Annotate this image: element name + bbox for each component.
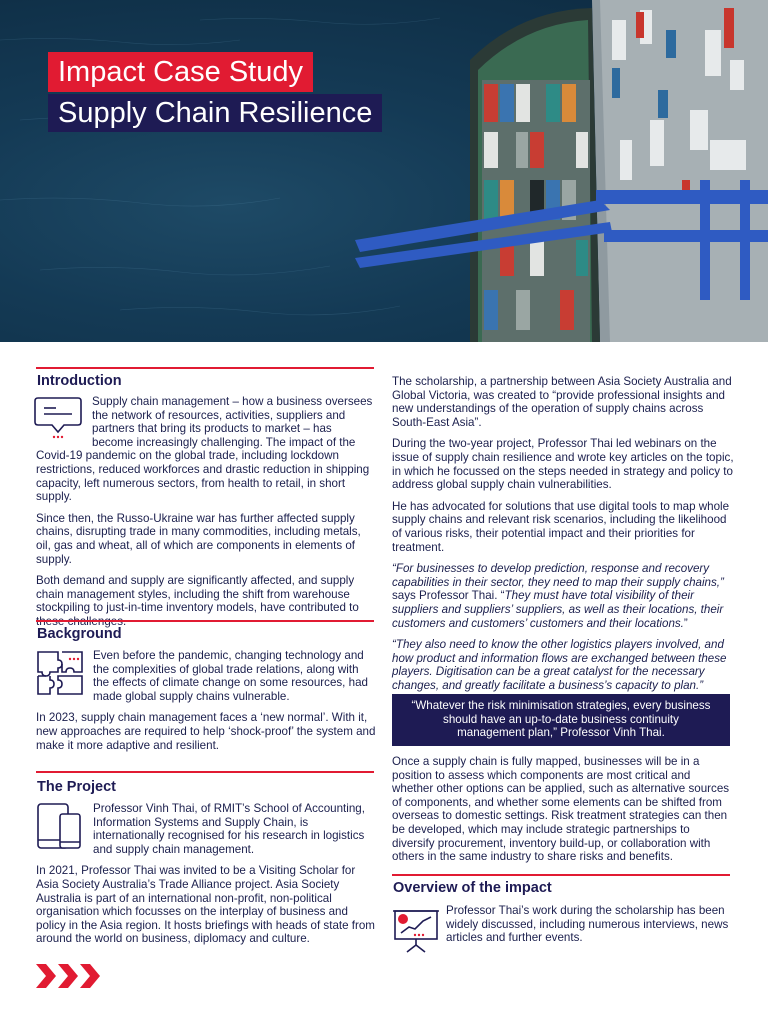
background-rule — [36, 620, 374, 622]
quote-attribution: says Professor Thai. “ — [392, 589, 505, 603]
digital-tools-paragraph: He has advocated for solutions that use digital tools to map whole supply chains and relevant risk scenarios, including the likelihood of various risks, their potential impact and their priorities for treatment. — [392, 499, 730, 554]
introduction-body — [36, 395, 376, 637]
project-heading: The Project — [37, 779, 116, 795]
overview-heading: Overview of the impact — [393, 880, 552, 896]
introduction-heading: Introduction — [37, 373, 122, 389]
introduction-paragraph-1: Supply chain management – how a business oversees the network of resources, activities, suppliers and partners that bring its products to market – has become increasingly challenging. The impact of the Covid-19 pandemic on the global trade, including lockdown restrictions, reduced workforces and drastic reduction in shipping capacity, left numerous sectors, from health to retail, in short supply. — [36, 395, 373, 504]
logistics-players-paragraph: “They also need to know the other logistics players involved, and how product and information flows are exchanged between these players. Digitisation can be a great catalyst for the necessary changes, and greatly facilitate a business’s capacity to plan.” — [392, 638, 727, 692]
project-paragraph-2: In 2021, Professor Thai was invited to be a Visiting Scholar for Asia Society Australia’s Trade Alliance project. Asia Society Australia is part of an international non-profit, non-political organisation which focusses on the interplay of business and policy in the Asia region. It hosts briefings with heads of state from around the world on business, diplomacy and culture. — [36, 864, 375, 946]
introduction-rule — [36, 367, 374, 369]
project-body — [36, 802, 376, 954]
quote-part-c: They must have total visibility of their suppliers and suppliers’ suppliers, as well as their locations, their customers and customers’ customers and their locations. — [392, 589, 724, 630]
right-column-body — [392, 375, 734, 700]
quote-part-a: “For businesses to develop prediction, response and recovery capabilities in their sector, they need to map their supply chains,” — [392, 562, 724, 589]
mapping-body — [392, 755, 734, 872]
title-line-2: Supply Chain Resilience — [48, 94, 382, 132]
introduction-paragraph-3: Both demand and supply are significantly affected, and supply chain management styles, including the shift from warehouse stockpiling to just-in-time inventory models, have contributed to — [36, 574, 359, 615]
background-paragraph-2: In 2023, supply chain management faces a ‘new normal’. With it, new approaches are required to help ‘shock-proof’ the system and make it more adaptive and resilient. — [36, 711, 376, 752]
rmit-chevrons-logo — [36, 964, 104, 993]
hero-image — [0, 0, 768, 342]
project-rule — [36, 771, 374, 773]
professor-quote-paragraph — [392, 562, 734, 630]
overview-paragraph: Professor Thai’s work during the scholarship has been widely discussed, including numerous interviews, news articles and further events. — [446, 904, 729, 945]
webinars-paragraph: During the two-year project, Professor Thai led webinars on the issue of supply chain resilience and wrote key articles on the topic, in which he focussed on the steps needed in strategy and policy to address global supply chain vulnerabilities. — [392, 437, 734, 492]
overview-body — [392, 904, 734, 953]
scholarship-paragraph: The scholarship, a partnership between Asia Society Australia and Global Victoria, was created to “provide professional insights and new understandings of the operation of supply chains across South-East Asia”. — [392, 375, 732, 429]
project-paragraph-1: Professor Vinh Thai, of RMIT’s School of Accounting, Information Systems and Supply Chain, is internationally recognised for his research in logistics and supply chain management. — [93, 802, 365, 856]
quote-part-d: ” — [683, 616, 688, 630]
background-paragraph-1: Even before the pandemic, changing technology and the complexities of global trade relations, along with the effects of climate change on some resources, had made global supply chains vulnerable. — [93, 649, 368, 703]
pull-quote-box: “Whatever the risk minimisation strategies, every business should have an up-to-date business continuity management plan,” Professor Vinh Thai. — [392, 694, 730, 746]
overview-rule — [392, 874, 730, 876]
title-line-1: Impact Case Study — [48, 52, 313, 92]
introduction-paragraph-2: Since then, the Russo-Ukraine war has further affected supply chains, disrupting trade in many commodities, including metals, oil, gas and wheat, all of which are components in elements of supply. — [36, 511, 361, 566]
mapping-paragraph: Once a supply chain is fully mapped, businesses will be in a position to assess which components are most critical and whether other options can be applied, such as alternative sources of components, and whether some elements can be shifted from overseas to domestic settings. Risk treatment strategies can then be developed, which may include strategic partnerships to diversify procurement, inventory build-up, or collaboration with others in the same industry to share risks and benefits. — [392, 755, 730, 864]
background-body — [36, 649, 376, 760]
background-heading: Background — [37, 626, 122, 642]
